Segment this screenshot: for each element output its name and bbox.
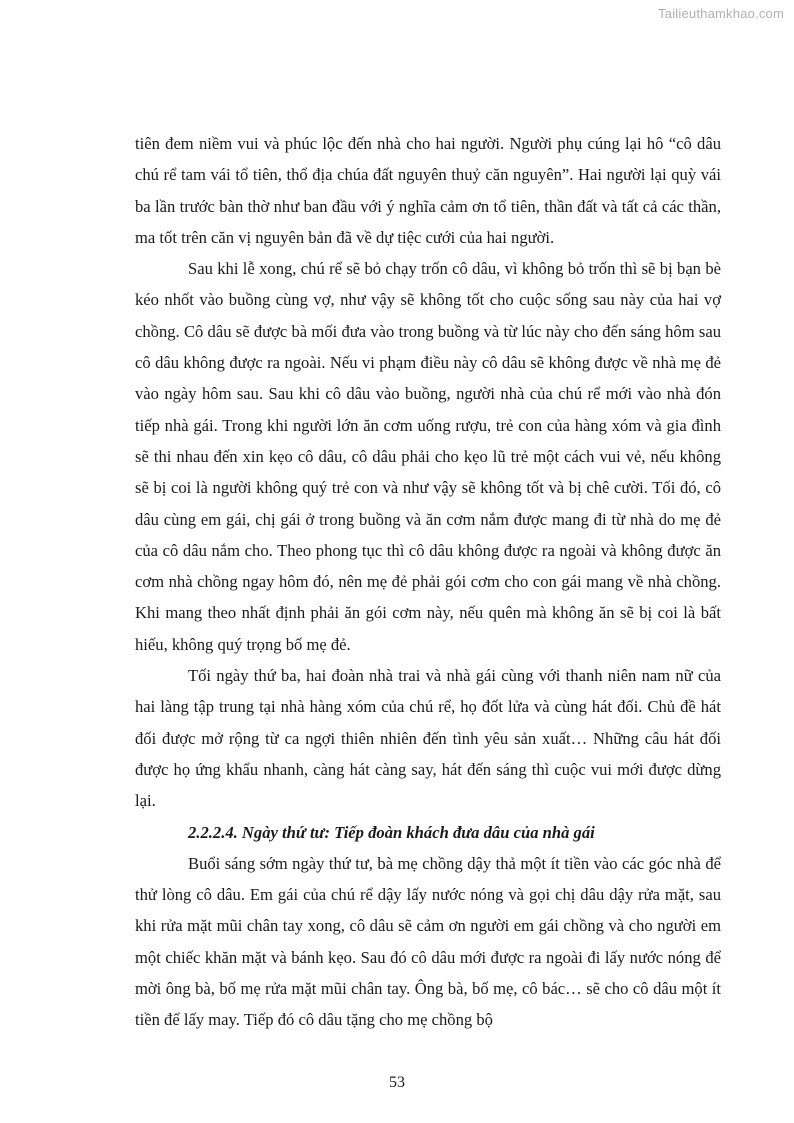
page-number: 53 xyxy=(389,1074,405,1091)
paragraph-fourth-day: Buổi sáng sớm ngày thứ tư, bà mẹ chồng dậy thả một ít tiền vào các góc nhà để thử lòng cô dâu. Em gái của chú rể dậy lấy nước nóng và gọi chị dâu dậy rửa mặt, sau khi rửa mặt mũi chân tay xong, cô dâu sẽ cảm ơn người em gái chồng và cho người em một chiếc khăn mặt và bánh kẹo. Sau đó cô dâu mới được ra ngoài đi lấy nước nóng để mời ông bà, bố mẹ rửa mặt mũi chân tay. Ông bà, bố mẹ, cô bác… sẽ cho cô dâu một ít tiền để lấy may. Tiếp đó cô dâu tặng cho mẹ chồng bộ xyxy=(135,853,721,1030)
watermark: Tailieuthamkhao.com xyxy=(658,6,784,21)
paragraph-continuation: tiên đem niềm vui và phúc lộc đến nhà cho hai người. Người phụ cúng lại hô “cô dâu chú rể tam vái tổ tiên, thổ địa chúa đất nguyên thuỷ căn nguyên”. Hai người lại quỳ vái ba lần trước bàn thờ như ban đầu với ý nghĩa cảm ơn tổ tiên, thần đất và tất cả các thần, ma tốt trên căn vị nguyên bản đã về dự tiệc cưới của hai người. xyxy=(135,134,721,247)
paragraph-groom-escape: Sau khi lễ xong, chú rể sẽ bỏ chạy trốn cô dâu, vì không bỏ trốn thì sẽ bị bạn bè kéo nhốt vào buồng cùng vợ, như vậy sẽ không tốt cho cuộc sống sau này của hai vợ chồng. Cô dâu sẽ được bà mối đưa vào trong buồng và từ lúc này cho đến sáng hôm sau cô dâu không được ra ngoài. Nếu vi phạm điều này cô dâu sẽ không được về nhà mẹ đẻ vào ngày hôm sau. Sau khi cô dâu vào buồng, người nhà của chú rể mới vào nhà đón tiếp nhà gái. Trong khi người lớn ăn cơm uống rượu, trẻ con của hàng xóm và gia đình sẽ thi nhau đến xin kẹo cô dâu, cô dâu phải cho kẹo lũ trẻ một cách vui vẻ, nếu không sẽ bị coi là người không quý trẻ con và như vậy sẽ không tốt và bị chê cười. Tối đó, cô dâu cùng em gái, chị gái ở trong buồng và ăn cơm nắm được mang đi từ nhà do mẹ đẻ của cô dâu nắm cho. Theo phong tục thì cô dâu không được ra ngoài và không được ăn cơm nhà chồng ngay hôm đó, nên mẹ đẻ phải gói cơm cho con gái mang về nhà chồng. Khi mang theo nhất định phải ăn gói cơm này, nếu quên mà không ăn sẽ bị coi là bất hiếu, không quý trọng bố mẹ đẻ. xyxy=(135,259,721,654)
section-heading: 2.2.2.4. Ngày thứ tư: Tiếp đoàn khách đưa dâu của nhà gái xyxy=(188,822,595,842)
page-body xyxy=(135,128,721,1036)
paragraph-third-day: Tối ngày thứ ba, hai đoàn nhà trai và nhà gái cùng với thanh niên nam nữ của hai làng tập trung tại nhà hàng xóm của chú rể, họ đốt lửa và cùng hát đối. Chủ đề hát đối được mở rộng từ ca ngợi thiên nhiên đến tình yêu sản xuất… Những câu hát đối được họ ứng khẩu nhanh, càng hát càng say, hát đến sáng thì cuộc vui mới được dừng lại. xyxy=(135,666,721,811)
